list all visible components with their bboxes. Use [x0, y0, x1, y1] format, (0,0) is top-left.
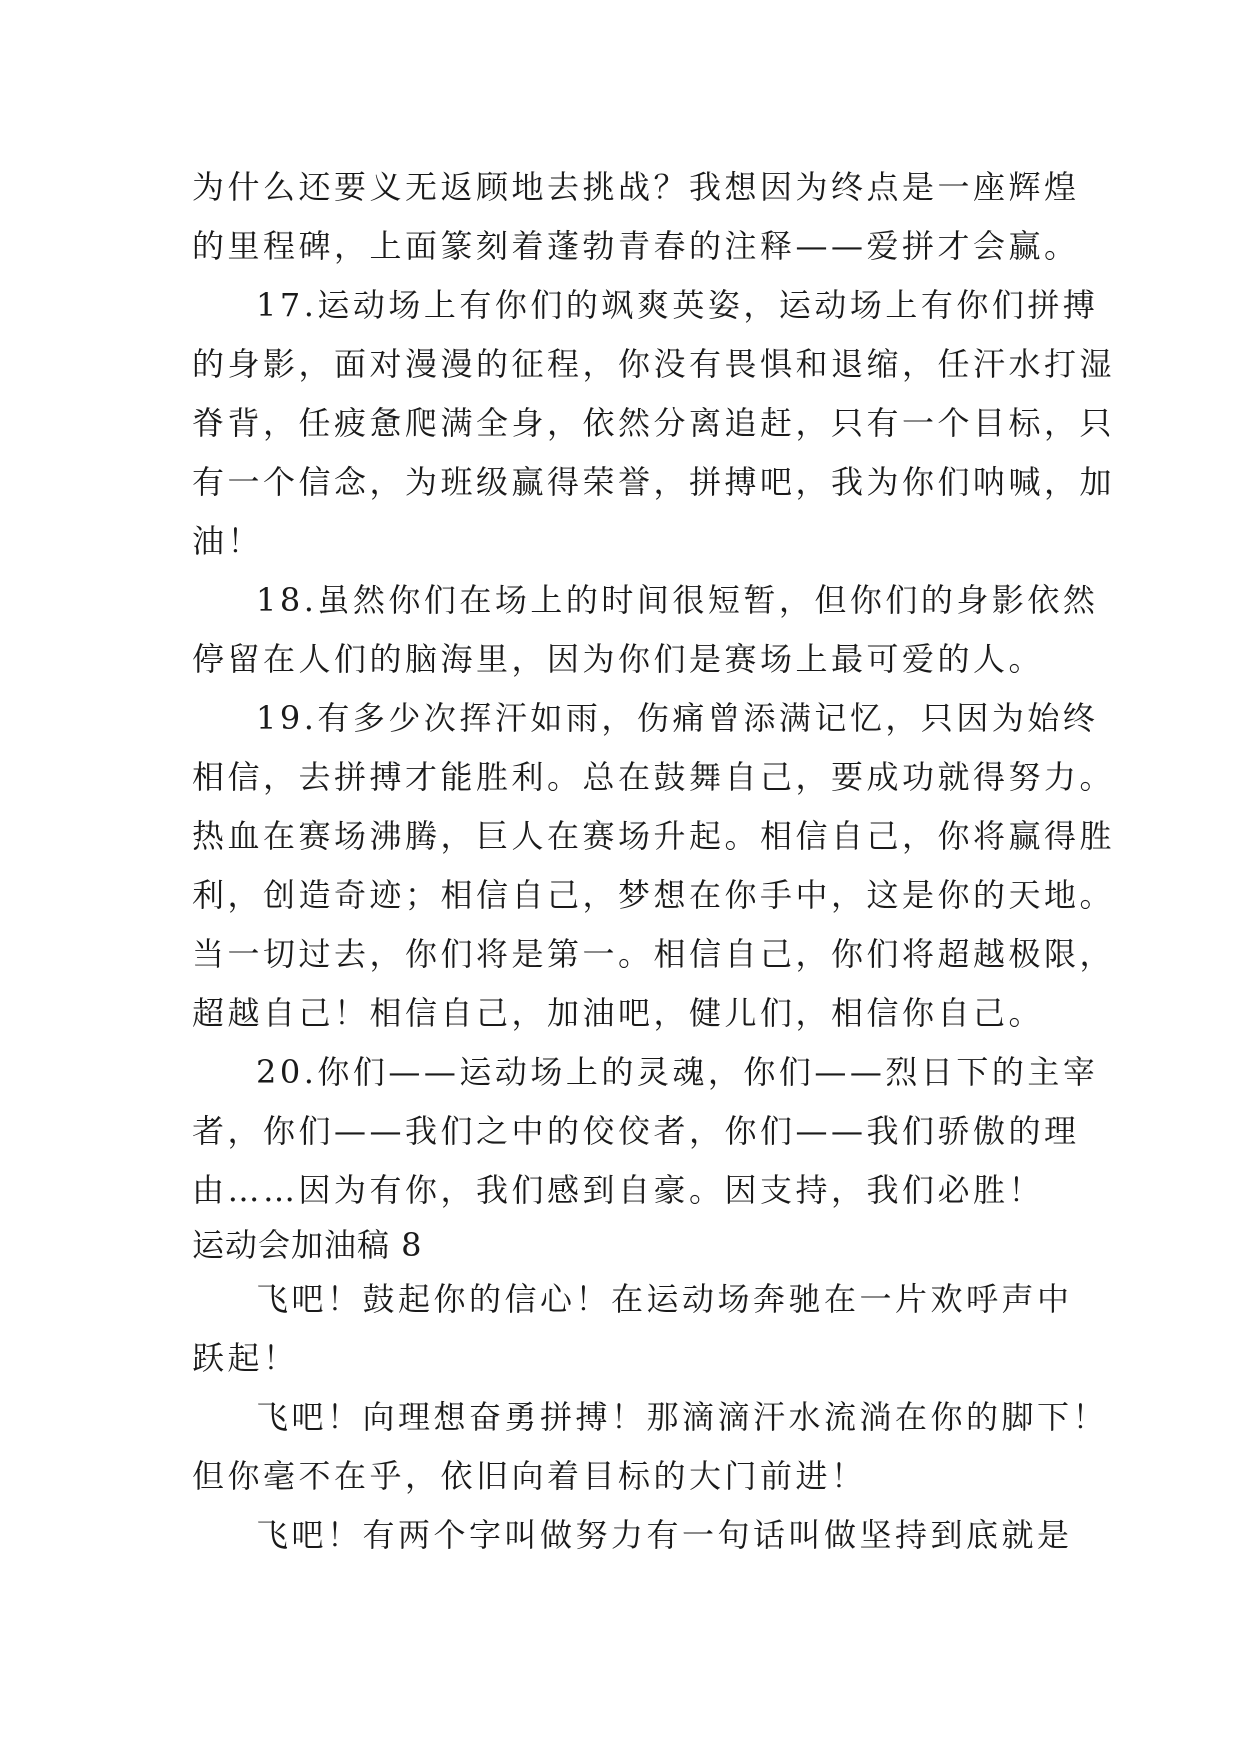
paragraph-start: 飞吧！向理想奋勇拼搏！那滴滴汗水流淌在你的脚下！ [256, 1398, 1109, 1436]
text-line: 的里程碑，上面篆刻着蓬勃青春的注释——爱拼才会赢。 [192, 227, 1080, 265]
text-line: 超越自己！相信自己，加油吧，健儿们，相信你自己。 [192, 994, 1045, 1032]
paragraph-18-start: 18.虽然你们在场上的时间很短暂，但你们的身影依然 [256, 581, 1099, 619]
text-line: 者，你们——我们之中的佼佼者，你们——我们骄傲的理 [192, 1112, 1080, 1150]
paragraph-start: 飞吧！有两个字叫做努力有一句话叫做坚持到底就是 [256, 1516, 1073, 1554]
section-heading: 运动会加油稿 8 [192, 1226, 423, 1264]
text-line: 热血在赛场沸腾，巨人在赛场升起。相信自己，你将赢得胜 [192, 817, 1116, 855]
text-line: 相信，去拼搏才能胜利。总在鼓舞自己，要成功就得努力。 [192, 758, 1116, 796]
text-line: 跃起！ [192, 1339, 299, 1377]
text-line: 利，创造奇迹；相信自己，梦想在你手中，这是你的天地。 [192, 876, 1116, 914]
text-line: 但你毫不在乎，依旧向着目标的大门前进！ [192, 1457, 867, 1495]
text-line: 脊背，任疲惫爬满全身，依然分离追赶，只有一个目标，只 [192, 404, 1116, 442]
text-line: 有一个信念，为班级赢得荣誉，拼搏吧，我为你们呐喊，加 [192, 463, 1116, 501]
text-line: 当一切过去，你们将是第一。相信自己，你们将超越极限， [192, 935, 1116, 973]
text-line: 为什么还要义无返顾地去挑战？我想因为终点是一座辉煌 [192, 168, 1080, 206]
text-line: 由……因为有你，我们感到自豪。因支持，我们必胜！ [192, 1171, 1045, 1209]
paragraph-19-start: 19.有多少次挥汗如雨，伤痛曾添满记忆，只因为始终 [256, 699, 1099, 737]
text-line: 停留在人们的脑海里，因为你们是赛场上最可爱的人。 [192, 640, 1045, 678]
text-line: 的身影，面对漫漫的征程，你没有畏惧和退缩，任汗水打湿 [192, 345, 1116, 383]
paragraph-20-start: 20.你们——运动场上的灵魂，你们——烈日下的主宰 [256, 1053, 1099, 1091]
paragraph-17-start: 17.运动场上有你们的飒爽英姿，运动场上有你们拼搏 [256, 286, 1099, 324]
paragraph-start: 飞吧！鼓起你的信心！在运动场奔驰在一片欢呼声中 [256, 1280, 1073, 1318]
document-body [192, 158, 1116, 1565]
text-line: 油！ [192, 522, 264, 560]
